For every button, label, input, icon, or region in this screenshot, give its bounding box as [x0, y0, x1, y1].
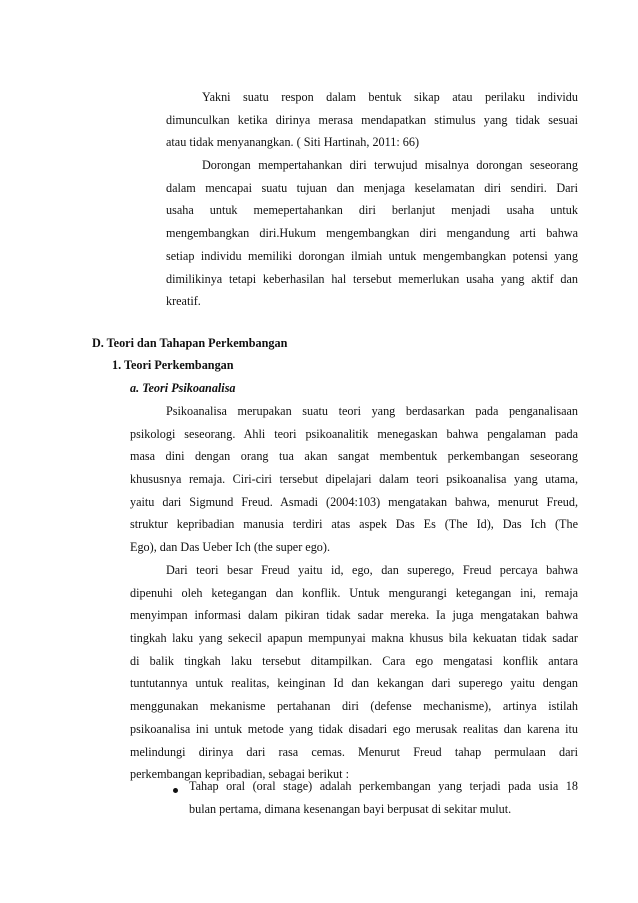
paragraph-psikoanalisa [130, 400, 578, 559]
text-line: menggunakan mekanisme pertahanan diri (defense mechanisme), artinya istilah [130, 699, 578, 714]
paragraph-freud [130, 559, 578, 786]
text-line: Ego), dan Das Ueber Ich (the super ego). [130, 540, 330, 555]
text-line: Tahap oral (oral stage) adalah perkembangan yang terjadi pada usia 18 [189, 779, 578, 793]
text-line: tuntutannya untuk realitas, keinginan Id dan kekangan dari superego yaitu dengan [130, 676, 578, 691]
text-line: bulan pertama, dimana kesenangan bayi berpusat di sekitar mulut. [189, 801, 512, 816]
text-line: kreatif. [166, 294, 201, 309]
text-line: Yakni suatu respon dalam bentuk sikap atau perilaku individu [202, 90, 578, 104]
text-line: khususnya remaja. Ciri-ciri tersebut dipelajari dalam teori psikoanalisa yang utama, [130, 472, 578, 487]
text-line: usaha untuk memepertahankan diri berlanjut menjadi usaha untuk [166, 203, 578, 218]
section-heading: D. Teori dan Tahapan Perkembangan [92, 336, 288, 350]
text-line: dipenuhi oleh ketegangan dan konflik. Untuk mengurangi ketegangan ini, remaja [130, 585, 578, 600]
bullet-item-oral-stage [189, 775, 578, 820]
intro-paragraphs [166, 86, 578, 313]
text-line: menyimpan informasi dalam pikiran tidak sadar mereka. Ia juga mengatakan bahwa [130, 608, 578, 623]
text-line: psikologi seseorang. Ahli teori psikoanalitik menegaskan bahwa pengalaman pada [130, 426, 578, 441]
text-line: atau tidak menyanangkan. ( Siti Hartinah, 2011: 66) [166, 135, 420, 150]
text-line: dimilikinya tetapi keberhasilan hal tersebut memerlukan usaha yang aktif dan [166, 271, 578, 286]
subsubsection-heading: a. Teori Psikoanalisa [130, 381, 236, 395]
text-line: tingkah laku yang sekecil apapun mempunyai makna khusus bila kekuatan tidak sadar [130, 631, 578, 646]
bullet-icon [173, 788, 178, 793]
text-line: dalam mencapai suatu tujuan dan menjaga keselamatan diri sendiri. Dari [166, 180, 578, 195]
text-line: melindungi dirinya dari rasa cemas. Menurut Freud tahap permulaan dari [130, 744, 578, 759]
text-line: setiap individu memiliki dorongan ilmiah untuk mengembangkan potensi yang [166, 248, 578, 263]
text-line: masa dini dengan orang tua akan sangat membentuk perkembangan seseorang [130, 449, 578, 464]
text-line: psikoanalisa ini untuk metode yang tidak disadari ego merusak realitas dan karena itu [130, 721, 578, 736]
text-line: di balik tingkah laku tersebut ditampilkan. Cara ego mengatasi konflik antara [130, 653, 578, 668]
text-line: Psikoanalisa merupakan suatu teori yang berdasarkan pada penganalisaan [166, 404, 578, 418]
text-line: mengembangkan diri.Hukum mengembangkan diri mengandung arti bahwa [166, 226, 578, 241]
subsection-heading: 1. Teori Perkembangan [112, 358, 234, 372]
text-line: perkembangan kepribadian, sebagai berikut : [130, 767, 349, 782]
text-line: Dorongan mempertahankan diri terwujud misalnya dorongan seseorang [202, 158, 578, 173]
text-line: yaitu dari Sigmund Freud. Asmadi (2004:103) mengatakan bahwa, menurut Freud, [130, 494, 578, 509]
text-line: dimunculkan ketika dirinya merasa mendapatkan stimulus yang tidak sesuai [166, 112, 578, 127]
text-line: struktur kepribadian manusia terdiri atas aspek Das Es (The Id), Das Ich (The [130, 517, 578, 532]
text-line: Dari teori besar Freud yaitu id, ego, dan superego, Freud percaya bahwa [166, 563, 578, 577]
